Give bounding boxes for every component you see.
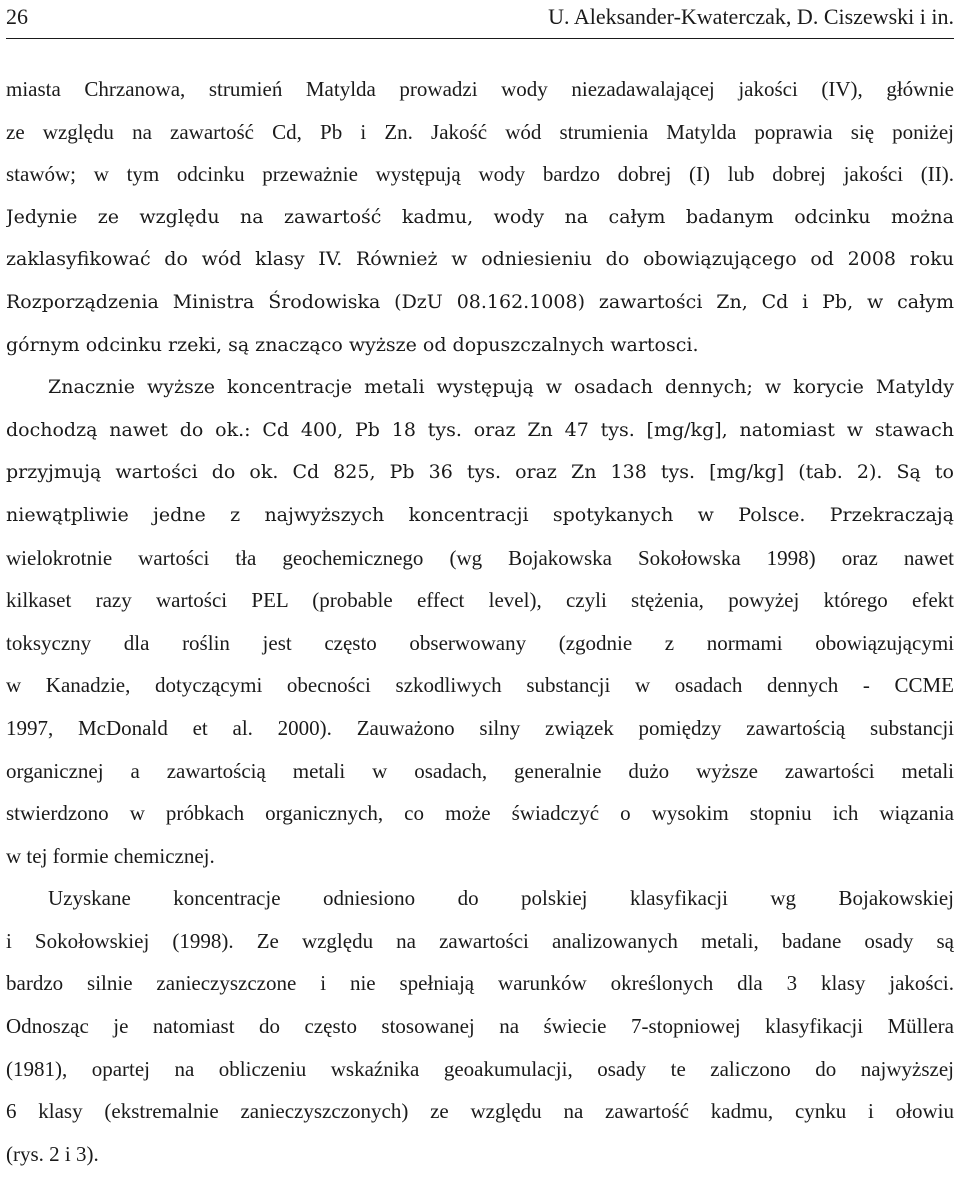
text-line: toksyczny dla roślin jest często obserwowany (zgodnie z normami obowiązującymi <box>6 630 954 655</box>
text-line: dochodzą nawet do ok.: Cd 400, Pb 18 tys. oraz Zn 47 tys. [mg/kg], natomiast w stawach <box>6 418 954 441</box>
text-line: niewątpliwie jedne z najwyższych koncentracji spotykanych w Polsce. Przekraczają <box>6 503 954 526</box>
text-line: stawów; w tym odcinku przeważnie występują wody bardzo dobrej (I) lub dobrej jakości (II). <box>6 162 954 187</box>
page-header <box>6 0 954 39</box>
body-text <box>6 68 954 1175</box>
running-head: U. Aleksander-Kwaterczak, D. Ciszewski i in. <box>548 4 954 29</box>
text-line: bardzo silnie zanieczyszczone i nie spełniają warunków określonych dla 3 klasy jakości. <box>6 971 954 996</box>
text-line: wielokrotnie wartości tła geochemicznego (wg Bojakowska Sokołowska 1998) oraz nawet <box>6 545 954 570</box>
text-line: zaklasyfikować do wód klasy IV. Również w odniesieniu do obowiązującego od 2008 roku <box>6 248 954 271</box>
text-line: 1997, McDonald et al. 2000). Zauważono silny związek pomiędzy zawartością substancji <box>6 715 954 740</box>
text-line: (rys. 2 i 3). <box>6 1141 99 1166</box>
text-line: Odnosząc je natomiast do często stosowanej na świecie 7-stopniowej klasyfikacji Müllera <box>6 1014 954 1039</box>
text-line: stwierdzono w próbkach organicznych, co może świadczyć o wysokim stopniu ich wiązania <box>6 801 954 826</box>
text-line: kilkaset razy wartości PEL (probable effect level), czyli stężenia, powyżej którego efekt <box>6 588 954 613</box>
text-line: Znacznie wyższe koncentracje metali występują w osadach dennych; w korycie Matyldy <box>48 376 954 399</box>
text-line: i Sokołowskiej (1998). Ze względu na zawartości analizowanych metali, badane osady są <box>6 928 954 953</box>
text-line: w Kanadzie, dotyczącymi obecności szkodliwych substancji w osadach dennych - CCME <box>6 673 954 698</box>
page-number: 26 <box>6 4 28 29</box>
text-line: ze względu na zawartość Cd, Pb i Zn. Jakość wód strumienia Matylda poprawia się poniżej <box>6 119 954 144</box>
text-line: Uzyskane koncentracje odniesiono do polskiej klasyfikacji wg Bojakowskiej <box>48 886 954 911</box>
text-line: przyjmują wartości do ok. Cd 825, Pb 36 tys. oraz Zn 138 tys. [mg/kg] (tab. 2). Są to <box>6 461 954 484</box>
text-line: 6 klasy (ekstremalnie zanieczyszczonych) ze względu na zawartość kadmu, cynku i ołowiu <box>6 1099 954 1124</box>
text-line: (1981), opartej na obliczeniu wskaźnika geoakumulacji, osady te zaliczono do najwyższej <box>6 1056 954 1081</box>
text-line: organicznej a zawartością metali w osadach, generalnie dużo wyższe zawartości metali <box>6 758 954 783</box>
text-line: w tej formie chemicznej. <box>6 843 215 868</box>
text-line: górnym odcinku rzeki, są znacząco wyższe od dopuszczalnych wartosci. <box>6 333 699 356</box>
text-line: Jedynie ze względu na zawartość kadmu, wody na całym badanym odcinku można <box>6 205 954 228</box>
text-line: miasta Chrzanowa, strumień Matylda prowadzi wody niezadawalającej jakości (IV), głównie <box>6 77 954 101</box>
text-line: Rozporządzenia Ministra Środowiska (DzU 08.162.1008) zawartości Zn, Cd i Pb, w całym <box>6 290 954 313</box>
